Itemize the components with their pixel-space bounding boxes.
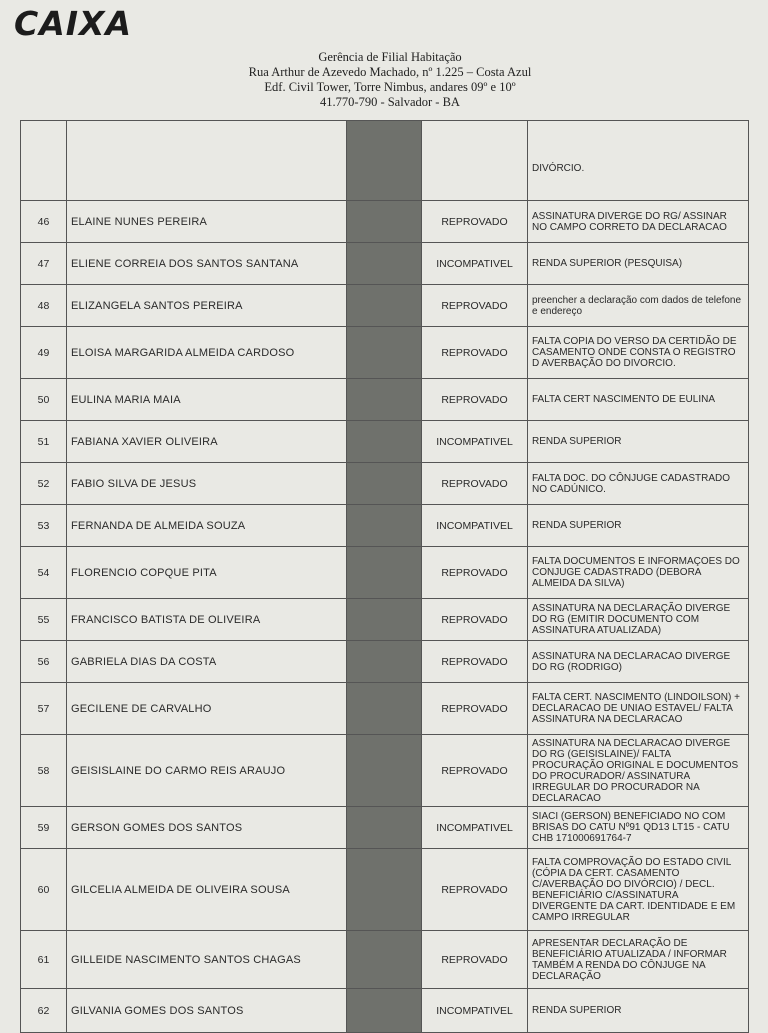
redacted-cell [347, 683, 422, 735]
table-row [21, 735, 749, 807]
status-cell: REPROVADO [422, 849, 528, 931]
table-row [21, 641, 749, 683]
table-row [21, 327, 749, 379]
row-number: 50 [21, 379, 67, 421]
table-row [21, 683, 749, 735]
table-row [21, 379, 749, 421]
status-cell: REPROVADO [422, 735, 528, 807]
row-number: 54 [21, 547, 67, 599]
obs-cell: RENDA SUPERIOR [528, 421, 749, 463]
row-number: 46 [21, 201, 67, 243]
redacted-cell [347, 121, 422, 201]
row-number: 47 [21, 243, 67, 285]
table-row [21, 463, 749, 505]
redacted-cell [347, 505, 422, 547]
obs-cell: FALTA COMPROVAÇÃO DO ESTADO CIVIL (CÓPIA DA CERT. CASAMENTO C/AVERBAÇÃO DO DIVÓRCIO) / DECL. BENEFICIÁRIO C/ASSINATURA DIVERGENTE DA CART. IDENTIDADE E EM CAMPO IRREGULAR [528, 849, 749, 931]
obs-cell: SIACI (GERSON) BENEFICIADO NO COM BRISAS DO CATU Nº91 QD13 LT15 - CATU CHB 171000691764-7 [528, 807, 749, 849]
header-line-2: Rua Arthur de Azevedo Machado, nº 1.225 – Costa Azul [248, 65, 532, 79]
redacted-cell [347, 641, 422, 683]
status-cell: REPROVADO [422, 547, 528, 599]
redacted-cell [347, 547, 422, 599]
applicant-name: ELIENE CORREIA DOS SANTOS SANTANA [67, 243, 347, 285]
obs-cell: FALTA DOCUMENTOS E INFORMAÇOES DO CONJUGE CADASTRADO (DEBORA ALMEIDA DA SILVA) [528, 547, 749, 599]
applicant-name: GILLEIDE NASCIMENTO SANTOS CHAGAS [67, 931, 347, 989]
redacted-cell [347, 807, 422, 849]
row-number: 61 [21, 931, 67, 989]
status-cell: REPROVADO [422, 931, 528, 989]
obs-cell: DIVÓRCIO. [528, 121, 749, 201]
redacted-cell [347, 379, 422, 421]
table-row [21, 505, 749, 547]
obs-cell: FALTA DOC. DO CÔNJUGE CADASTRADO NO CADÚNICO. [528, 463, 749, 505]
applicant-name: FABIANA XAVIER OLIVEIRA [67, 421, 347, 463]
obs-cell: APRESENTAR DECLARAÇÃO DE BENEFICIÁRIO ATUALIZADA / INFORMAR TAMBÉM A RENDA DO CÔNJUGE NA DECLARAÇÃO [528, 931, 749, 989]
obs-cell: FALTA COPIA DO VERSO DA CERTIDÃO DE CASAMENTO ONDE CONSTA O REGISTRO D AVERBAÇÃO DO DIVORCIO. [528, 327, 749, 379]
row-number: 52 [21, 463, 67, 505]
row-number: 49 [21, 327, 67, 379]
obs-cell: preencher a declaração com dados de telefone e endereço [528, 285, 749, 327]
obs-cell: ASSINATURA NA DECLARACAO DIVERGE DO RG (GEISISLAINE)/ FALTA PROCURAÇÃO ORIGINAL E DOCUMENTOS DO PROCURADOR/ ASSINATURA IRREGULAR DO PROCURADOR NA DECLARACAO [528, 735, 749, 807]
table-row [21, 849, 749, 931]
row-number: 62 [21, 989, 67, 1033]
obs-cell: ASSINATURA NA DECLARAÇÃO DIVERGE DO RG (EMITIR DOCUMENTO COM ASSINATURA ATUALIZADA) [528, 599, 749, 641]
table-row [21, 931, 749, 989]
redacted-cell [347, 285, 422, 327]
row-number: 48 [21, 285, 67, 327]
status-cell: REPROVADO [422, 379, 528, 421]
table-row [21, 421, 749, 463]
row-number: 59 [21, 807, 67, 849]
applicant-name: GABRIELA DIAS DA COSTA [67, 641, 347, 683]
table-row [21, 201, 749, 243]
status-cell: REPROVADO [422, 599, 528, 641]
status-cell: REPROVADO [422, 327, 528, 379]
table-row [21, 807, 749, 849]
obs-cell: RENDA SUPERIOR (PESQUISA) [528, 243, 749, 285]
redacted-cell [347, 201, 422, 243]
row-number: 55 [21, 599, 67, 641]
applicant-name: GEISISLAINE DO CARMO REIS ARAUJO [67, 735, 347, 807]
applicant-name: GILCELIA ALMEIDA DE OLIVEIRA SOUSA [67, 849, 347, 931]
status-cell: INCOMPATIVEL [422, 421, 528, 463]
redacted-cell [347, 599, 422, 641]
status-cell: REPROVADO [422, 683, 528, 735]
status-cell: REPROVADO [422, 201, 528, 243]
applicant-name: ELAINE NUNES PEREIRA [67, 201, 347, 243]
header-line-1: Gerência de Filial Habitação [318, 50, 462, 64]
header-line-3: Edf. Civil Tower, Torre Nimbus, andares 09º e 10º [264, 80, 516, 94]
table-row-top [21, 121, 749, 201]
redacted-cell [347, 421, 422, 463]
results-table [20, 120, 749, 1033]
redacted-cell [347, 327, 422, 379]
row-number: 53 [21, 505, 67, 547]
status-cell: INCOMPATIVEL [422, 807, 528, 849]
status-cell: INCOMPATIVEL [422, 505, 528, 547]
applicant-name: EULINA MARIA MAIA [67, 379, 347, 421]
obs-cell: ASSINATURA DIVERGE DO RG/ ASSINAR NO CAMPO CORRETO DA DECLARACAO [528, 201, 749, 243]
applicant-name: FLORENCIO COPQUE PITA [67, 547, 347, 599]
status-cell: REPROVADO [422, 641, 528, 683]
row-number: 56 [21, 641, 67, 683]
applicant-name: ELOISA MARGARIDA ALMEIDA CARDOSO [67, 327, 347, 379]
obs-cell: RENDA SUPERIOR [528, 989, 749, 1033]
status-cell: INCOMPATIVEL [422, 243, 528, 285]
applicant-name: GILVANIA GOMES DOS SANTOS [67, 989, 347, 1033]
table-row [21, 243, 749, 285]
applicant-name: ELIZANGELA SANTOS PEREIRA [67, 285, 347, 327]
status-cell: INCOMPATIVEL [422, 989, 528, 1033]
redacted-cell [347, 243, 422, 285]
redacted-cell [347, 989, 422, 1033]
redacted-cell [347, 931, 422, 989]
applicant-name: FRANCISCO BATISTA DE OLIVEIRA [67, 599, 347, 641]
obs-cell: FALTA CERT NASCIMENTO DE EULINA [528, 379, 749, 421]
row-number: 60 [21, 849, 67, 931]
header-line-4: 41.770-790 - Salvador - BA [320, 95, 460, 109]
caixa-logo: CAIXA [14, 4, 133, 43]
row-number: 58 [21, 735, 67, 807]
redacted-cell [347, 849, 422, 931]
applicant-name: GERSON GOMES DOS SANTOS [67, 807, 347, 849]
table-row [21, 285, 749, 327]
status-cell: REPROVADO [422, 463, 528, 505]
table-row [21, 547, 749, 599]
applicant-name: FABIO SILVA DE JESUS [67, 463, 347, 505]
redacted-cell [347, 735, 422, 807]
row-number: 57 [21, 683, 67, 735]
redacted-cell [347, 463, 422, 505]
status-cell: REPROVADO [422, 285, 528, 327]
obs-cell: ASSINATURA NA DECLARACAO DIVERGE DO RG (RODRIGO) [528, 641, 749, 683]
document-header [200, 50, 580, 110]
obs-cell: FALTA CERT. NASCIMENTO (LINDOILSON) + DECLARACAO DE UNIAO ESTAVEL/ FALTA ASSINATURA NA DECLARACAO [528, 683, 749, 735]
table-row [21, 599, 749, 641]
applicant-name: FERNANDA DE ALMEIDA SOUZA [67, 505, 347, 547]
row-number: 51 [21, 421, 67, 463]
applicant-name: GECILENE DE CARVALHO [67, 683, 347, 735]
obs-cell: RENDA SUPERIOR [528, 505, 749, 547]
table-row [21, 989, 749, 1033]
